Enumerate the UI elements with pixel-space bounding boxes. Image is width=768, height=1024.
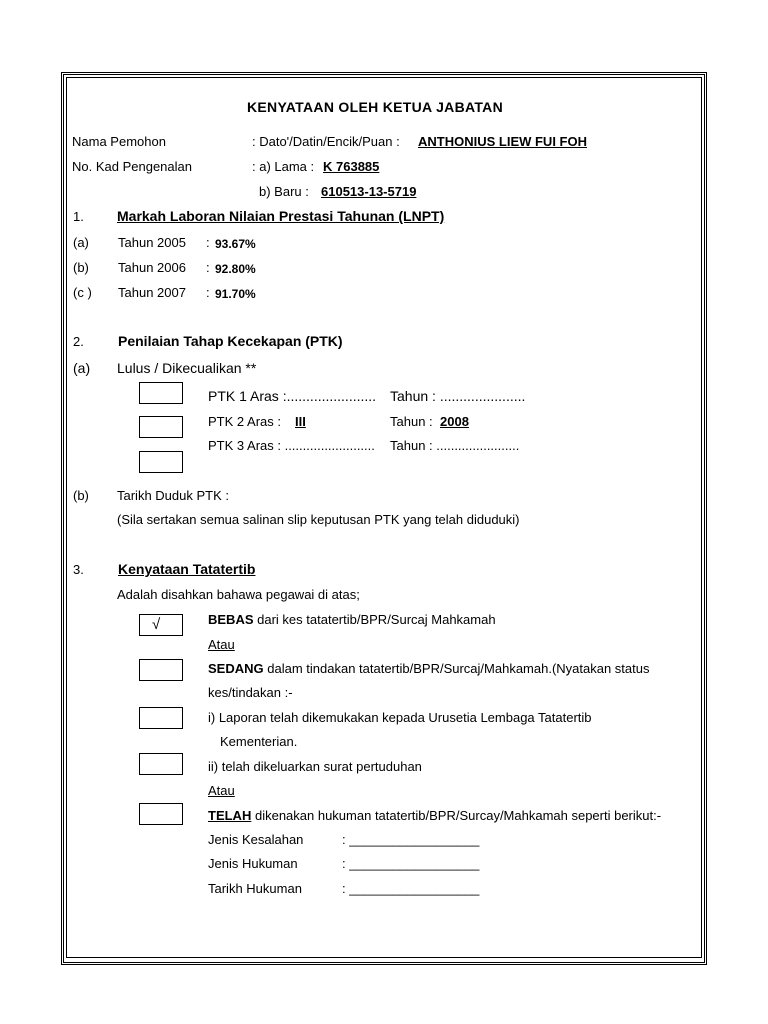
item-i-checkbox[interactable] xyxy=(139,707,183,729)
section2-b-label: (b) xyxy=(73,488,89,503)
atau-1: Atau xyxy=(208,637,235,652)
telah-option xyxy=(208,808,661,824)
ptk3-checkbox[interactable] xyxy=(139,451,183,473)
ptk1-checkbox[interactable] xyxy=(139,382,183,404)
section1-number: 1. xyxy=(73,209,84,224)
bebas-rest: dari kes tatatertib/BPR/Surcaj Mahkamah xyxy=(257,612,496,627)
section3-number: 3. xyxy=(73,562,84,577)
field-hukuman-label: Jenis Hukuman xyxy=(208,856,298,871)
telah-bold: TELAH xyxy=(208,808,252,823)
row-b-year: Tahun 2006 xyxy=(118,260,186,275)
telah-checkbox[interactable] xyxy=(139,803,183,825)
sedang-option xyxy=(208,661,650,677)
row-b-label: (b) xyxy=(73,260,89,275)
row-c-score: 91.70% xyxy=(215,287,256,301)
field-kesalahan-label: Jenis Kesalahan xyxy=(208,832,304,847)
section2-a-text: Lulus / Dikecualikan ** xyxy=(117,360,257,376)
ic-old-label: : a) Lama : xyxy=(252,159,315,174)
section3-heading: Kenyataan Tatatertib xyxy=(118,561,256,577)
telah-rest: dikenakan hukuman tatatertib/BPR/Surcay/Mahkamah seperti berikut:- xyxy=(254,808,662,823)
name-prefix: : Dato'/Datin/Encik/Puan : xyxy=(252,134,400,149)
bebas-bold: BEBAS xyxy=(208,612,254,627)
sedang-bold: SEDANG xyxy=(208,661,264,676)
row-a-score: 93.67% xyxy=(215,237,256,251)
item-i-line1: i) Laporan telah dikemukakan kepada Urusetia Lembaga Tatatertib xyxy=(208,710,592,725)
bebas-option xyxy=(208,612,496,628)
sedang-rest: dalam tindakan tatatertib/BPR/Surcaj/Mahkamah.(Nyatakan status xyxy=(267,661,650,676)
ptk3-label: PTK 3 Aras : ......................... xyxy=(208,438,375,453)
ic-new-label: b) Baru : xyxy=(259,184,309,199)
section2-heading: Penilaian Tahap Kecekapan (PTK) xyxy=(118,333,343,349)
row-b-score: 92.80% xyxy=(215,262,256,276)
section2-number: 2. xyxy=(73,334,84,349)
ptk2-checkbox[interactable] xyxy=(139,416,183,438)
section3-intro: Adalah disahkan bahawa pegawai di atas; xyxy=(117,587,360,602)
sedang-checkbox[interactable] xyxy=(139,659,183,681)
name-label: Nama Pemohon xyxy=(72,134,166,149)
field-kesalahan-value[interactable]: : __________________ xyxy=(342,832,480,847)
row-c-label: (c ) xyxy=(73,285,92,300)
section1-heading: Markah Laboran Nilaian Prestasi Tahunan (LNPT) xyxy=(117,208,445,224)
item-ii-text: ii) telah dikeluarkan surat pertuduhan xyxy=(208,759,422,774)
item-i-line2: Kementerian. xyxy=(220,734,298,749)
ic-old-value: K 763885 xyxy=(323,159,380,174)
ic-new-value: 610513-13-5719 xyxy=(321,184,417,199)
sedang-line2: kes/tindakan :- xyxy=(208,685,293,700)
row-a-sep: : xyxy=(206,235,210,250)
name-value: ANTHONIUS LIEW FUI FOH xyxy=(418,134,587,149)
row-c-year: Tahun 2007 xyxy=(118,285,186,300)
ptk2-value: III xyxy=(295,414,306,429)
ptk1-label: PTK 1 Aras :....................... xyxy=(208,388,377,404)
atau-2: Atau xyxy=(208,783,235,798)
ic-label: No. Kad Pengenalan xyxy=(72,159,192,174)
ptk2-year-value: 2008 xyxy=(440,414,469,429)
section2-b-note: (Sila sertakan semua salinan slip keputusan PTK yang telah diduduki) xyxy=(117,512,520,527)
field-tarikh-label: Tarikh Hukuman xyxy=(208,881,302,896)
item-ii-checkbox[interactable] xyxy=(139,753,183,775)
ptk1-year: Tahun : ...................... xyxy=(390,388,526,404)
section2-a-label: (a) xyxy=(73,360,91,376)
row-c-sep: : xyxy=(206,285,210,300)
field-tarikh-value[interactable]: : __________________ xyxy=(342,881,480,896)
row-b-sep: : xyxy=(206,260,210,275)
form-title: KENYATAAN OLEH KETUA JABATAN xyxy=(247,99,503,115)
ptk3-year: Tahun : ....................... xyxy=(390,438,520,453)
check-mark-icon: √ xyxy=(152,616,161,633)
row-a-year: Tahun 2005 xyxy=(118,235,186,250)
bebas-checkbox[interactable] xyxy=(139,614,183,636)
section2-b-text: Tarikh Duduk PTK : xyxy=(117,488,229,503)
row-a-label: (a) xyxy=(73,235,89,250)
field-hukuman-value[interactable]: : __________________ xyxy=(342,856,480,871)
ptk2-year-label: Tahun : xyxy=(390,414,433,429)
ptk2-label: PTK 2 Aras : xyxy=(208,414,281,429)
